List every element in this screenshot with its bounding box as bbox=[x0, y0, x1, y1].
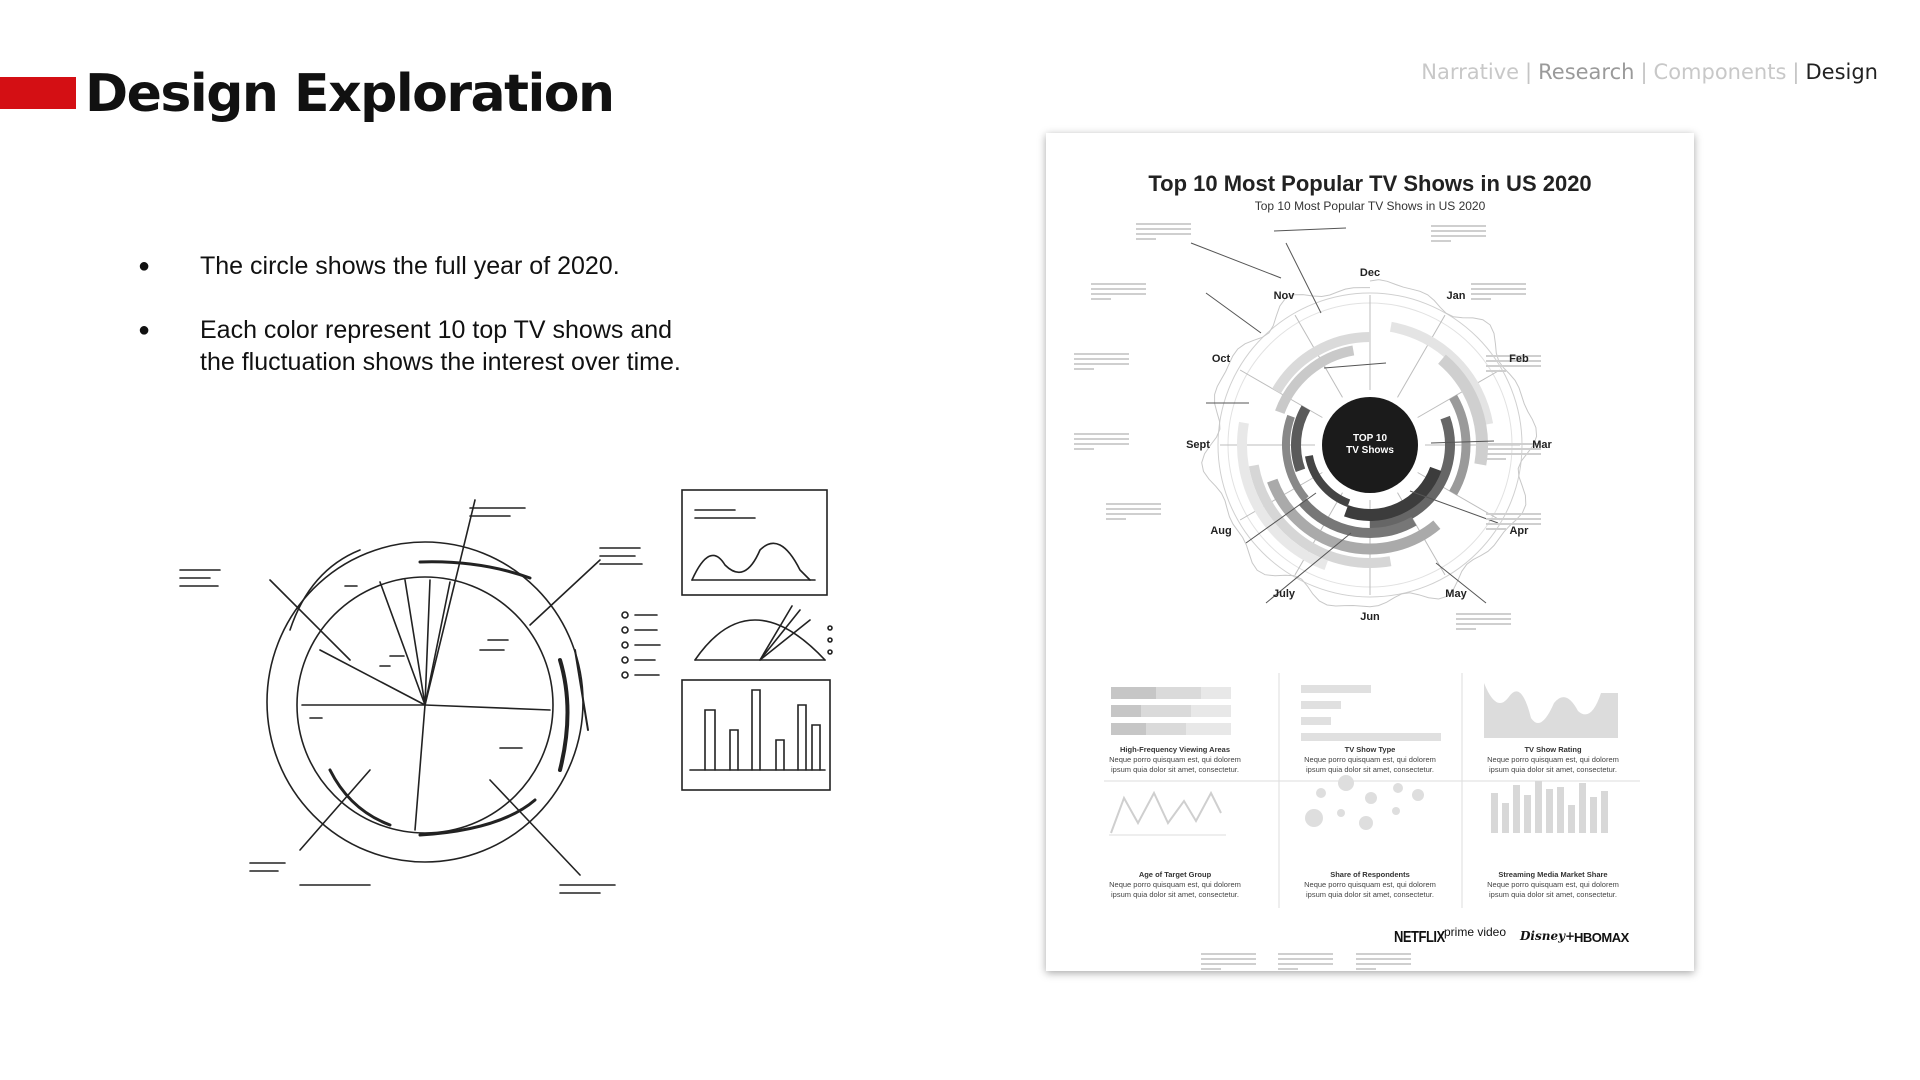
placeholder-text bbox=[1201, 968, 1221, 970]
panel-caption bbox=[1300, 870, 1440, 900]
mini-dot bbox=[1392, 807, 1400, 815]
placeholder-text bbox=[1486, 518, 1541, 520]
month-label: Dec bbox=[1359, 267, 1381, 279]
panel-title: Age of Target Group bbox=[1138, 870, 1212, 879]
mini-dot bbox=[1338, 775, 1354, 791]
panel-title: TV Show Type bbox=[1344, 745, 1396, 754]
month-label: Sept bbox=[1186, 439, 1210, 451]
placeholder-text bbox=[1106, 508, 1161, 510]
month-label: May bbox=[1445, 587, 1467, 600]
month-label: Nov bbox=[1273, 290, 1295, 303]
placeholder-text bbox=[1471, 293, 1526, 295]
bullet-item bbox=[136, 314, 696, 378]
placeholder-text bbox=[1201, 963, 1256, 965]
hbo-max-logo: HBOMAX bbox=[1574, 930, 1629, 945]
mini-bar bbox=[1590, 797, 1597, 833]
panel-caption bbox=[1300, 745, 1440, 775]
arc-band bbox=[1296, 408, 1306, 470]
placeholder-text bbox=[1074, 448, 1094, 450]
month-label: Jun bbox=[1360, 611, 1380, 623]
placeholder-text bbox=[1091, 283, 1146, 285]
placeholder-text bbox=[1074, 443, 1129, 445]
mini-bar bbox=[1546, 789, 1553, 833]
placeholder-text bbox=[1278, 968, 1298, 970]
placeholder-text bbox=[1278, 963, 1333, 965]
panel-title: Streaming Media Market Share bbox=[1498, 870, 1608, 879]
callout-line bbox=[1324, 363, 1386, 368]
mini-bar bbox=[1502, 803, 1509, 833]
panel-text: Neque porro quisquam est, qui dolorem ipsum quia dolor sit amet, consectetur. bbox=[1109, 880, 1241, 899]
placeholder-text bbox=[1074, 358, 1129, 360]
bullet-text: Each color represent 10 top TV shows and the fluctuation shows the interest over time. bbox=[200, 316, 681, 376]
panel-caption bbox=[1105, 745, 1245, 775]
nav-item-narrative[interactable]: Narrative bbox=[1421, 60, 1520, 84]
placeholder-text bbox=[1356, 963, 1411, 965]
placeholder-text bbox=[1486, 453, 1541, 455]
arc-band bbox=[1280, 350, 1354, 412]
placeholder-text bbox=[1486, 458, 1506, 460]
month-label: Oct bbox=[1211, 353, 1231, 365]
mini-bar bbox=[1301, 701, 1341, 709]
placeholder-text bbox=[1356, 958, 1411, 960]
mini-dot bbox=[1359, 816, 1373, 830]
nav-item-design[interactable]: Design bbox=[1805, 60, 1878, 84]
mini-bar bbox=[1579, 783, 1586, 833]
placeholder-text bbox=[1486, 528, 1506, 530]
placeholder-text bbox=[1074, 363, 1129, 365]
bullet-icon: ● bbox=[138, 255, 151, 277]
mini-dot bbox=[1305, 809, 1323, 827]
mini-bar bbox=[1491, 793, 1498, 833]
mini-bar bbox=[1146, 723, 1186, 735]
netflix-logo: NETFLIX bbox=[1394, 927, 1445, 946]
placeholder-text bbox=[1136, 238, 1156, 240]
bullet-icon: ● bbox=[138, 319, 151, 341]
placeholder-text bbox=[1471, 298, 1491, 300]
panel-caption bbox=[1483, 870, 1623, 900]
poster-subtitle: Top 10 Most Popular TV Shows in US 2020 bbox=[1254, 199, 1486, 213]
panel-title: Share of Respondents bbox=[1330, 870, 1410, 879]
mini-bar bbox=[1111, 705, 1141, 717]
placeholder-text bbox=[1106, 513, 1161, 515]
mini-bar bbox=[1141, 705, 1191, 717]
mini-bar bbox=[1186, 723, 1231, 735]
poster-title: Top 10 Most Popular TV Shows in US 2020 bbox=[1148, 171, 1592, 196]
callout-line bbox=[1191, 243, 1281, 278]
month-label: Apr bbox=[1509, 525, 1529, 537]
mini-bar bbox=[1557, 787, 1564, 833]
mini-dot bbox=[1393, 783, 1403, 793]
panel-title: High-Frequency Viewing Areas bbox=[1119, 745, 1231, 754]
bullet-text: The circle shows the full year of 2020. bbox=[200, 252, 620, 280]
callout-line bbox=[1286, 243, 1321, 313]
placeholder-text bbox=[1471, 288, 1526, 290]
mini-bar bbox=[1535, 781, 1542, 833]
disney-plus-logo: Disney+ bbox=[1520, 929, 1576, 943]
placeholder-text bbox=[1356, 968, 1376, 970]
callout-line bbox=[1206, 293, 1261, 333]
placeholder-text bbox=[1431, 230, 1486, 232]
month-label: Mar bbox=[1532, 439, 1552, 451]
placeholder-text bbox=[1074, 433, 1129, 435]
center-label-line: TOP 10 bbox=[1352, 433, 1388, 444]
placeholder-text bbox=[1431, 235, 1486, 237]
mini-bar bbox=[1524, 795, 1531, 833]
placeholder-text bbox=[1201, 953, 1256, 955]
mini-dot bbox=[1316, 788, 1326, 798]
prime-video-logo: prime video bbox=[1444, 925, 1507, 939]
nav-separator: | bbox=[1640, 60, 1648, 84]
placeholder-text bbox=[1136, 233, 1191, 235]
hand-drawn-sketch bbox=[120, 430, 880, 930]
month-label: Jan bbox=[1446, 290, 1466, 303]
mini-bar bbox=[1111, 723, 1146, 735]
placeholder-text bbox=[1074, 368, 1094, 370]
panel-text: Neque porro quisquam est, qui dolorem ipsum quia dolor sit amet, consectetur. bbox=[1487, 880, 1619, 899]
month-label: July bbox=[1272, 587, 1296, 600]
mini-dot bbox=[1412, 789, 1424, 801]
nav-separator: | bbox=[1792, 60, 1800, 84]
section-nav bbox=[1421, 60, 1878, 84]
placeholder-text bbox=[1456, 628, 1476, 630]
placeholder-text bbox=[1356, 953, 1411, 955]
mini-bar bbox=[1568, 805, 1575, 833]
infographic-poster bbox=[1046, 133, 1694, 971]
placeholder-text bbox=[1456, 618, 1511, 620]
mini-bar bbox=[1301, 685, 1371, 693]
mini-bar bbox=[1301, 717, 1331, 725]
nav-separator: | bbox=[1525, 60, 1533, 84]
placeholder-text bbox=[1136, 223, 1191, 225]
callout-line bbox=[1274, 228, 1346, 231]
accent-bar bbox=[0, 77, 76, 109]
mini-bar bbox=[1111, 687, 1156, 699]
nav-item-research[interactable]: Research bbox=[1538, 60, 1635, 84]
mini-bar bbox=[1156, 687, 1201, 699]
panel-caption bbox=[1483, 745, 1623, 775]
mini-dot bbox=[1365, 792, 1377, 804]
placeholder-text bbox=[1278, 953, 1333, 955]
mini-bar bbox=[1601, 791, 1608, 833]
placeholder-text bbox=[1471, 283, 1526, 285]
panel-title: TV Show Rating bbox=[1524, 745, 1582, 754]
page-title: Design Exploration bbox=[85, 64, 614, 124]
mini-bar bbox=[1301, 733, 1441, 741]
placeholder-text bbox=[1278, 958, 1333, 960]
placeholder-text bbox=[1486, 513, 1541, 515]
placeholder-text bbox=[1201, 958, 1256, 960]
placeholder-text bbox=[1486, 370, 1506, 372]
placeholder-text bbox=[1091, 288, 1146, 290]
placeholder-text bbox=[1074, 438, 1129, 440]
mini-bar bbox=[1513, 785, 1520, 833]
placeholder-text bbox=[1136, 228, 1191, 230]
placeholder-text bbox=[1106, 503, 1161, 505]
placeholder-text bbox=[1456, 613, 1511, 615]
mini-area bbox=[1484, 683, 1618, 738]
poster-center-label bbox=[1330, 433, 1410, 457]
placeholder-text bbox=[1456, 623, 1511, 625]
panel-text: Neque porro quisquam est, qui dolorem ipsum quia dolor sit amet, consectetur. bbox=[1487, 755, 1619, 774]
placeholder-text bbox=[1091, 293, 1146, 295]
poster-graphics bbox=[1046, 133, 1694, 971]
panel-text: Neque porro quisquam est, qui dolorem ipsum quia dolor sit amet, consectetur. bbox=[1109, 755, 1241, 774]
nav-item-components[interactable]: Components bbox=[1653, 60, 1787, 84]
placeholder-text bbox=[1431, 225, 1486, 227]
placeholder-text bbox=[1431, 240, 1451, 242]
panel-text: Neque porro quisquam est, qui dolorem ipsum quia dolor sit amet, consectetur. bbox=[1304, 755, 1436, 774]
bullet-item bbox=[136, 250, 696, 282]
center-label-line: TV Shows bbox=[1346, 445, 1394, 456]
panel-caption bbox=[1105, 870, 1245, 900]
bullet-list bbox=[136, 250, 696, 410]
month-label: Feb bbox=[1509, 353, 1529, 365]
month-label: Aug bbox=[1210, 525, 1232, 537]
panel-text: Neque porro quisquam est, qui dolorem ipsum quia dolor sit amet, consectetur. bbox=[1304, 880, 1436, 899]
placeholder-text bbox=[1074, 353, 1129, 355]
placeholder-text bbox=[1486, 365, 1541, 367]
placeholder-text bbox=[1091, 298, 1111, 300]
mini-bar bbox=[1191, 705, 1231, 717]
mini-bar bbox=[1201, 687, 1231, 699]
mini-dot bbox=[1337, 809, 1345, 817]
mini-line bbox=[1111, 793, 1221, 833]
placeholder-text bbox=[1106, 518, 1126, 520]
